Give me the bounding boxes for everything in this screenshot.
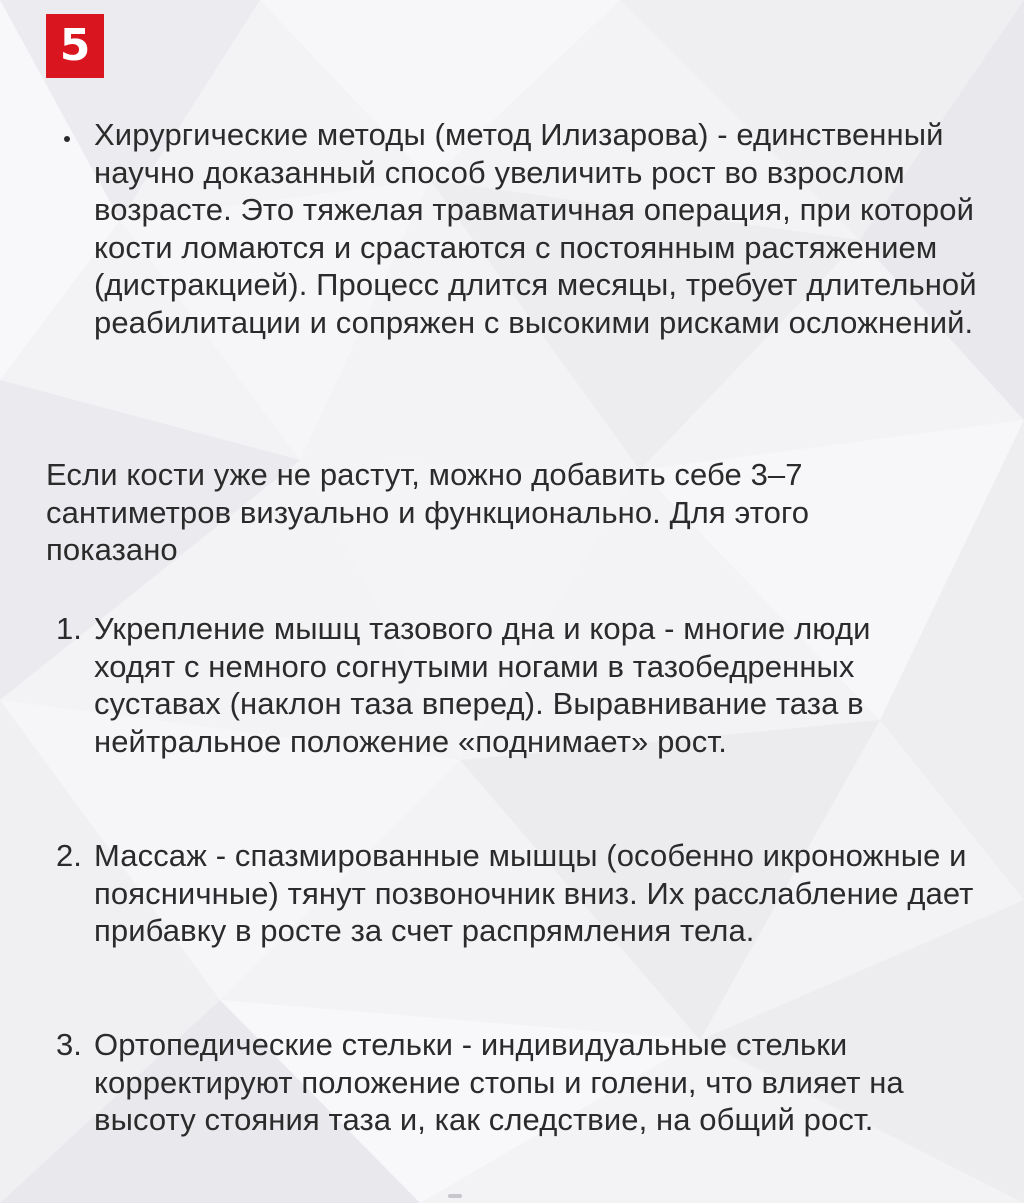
list-item-1-text: Укрепление мышц тазового дна и кора - многие люди ходят с немного согнутыми ногами в тазобедренных суставах (наклон таза вперед). Выравнивание таза в нейтральное положение «поднимает» рост. [94, 611, 871, 759]
page-edge-mark [448, 1194, 462, 1198]
surgery-bullet-text: Хирургические методы (метод Илизарова) - единственный научно доказанный способ увеличить рост во взрослом возрасте. Это тяжелая травматичная операция, при которой кости ломаются и срастаются с постоянным растяжением (дистракцией). Процесс длится месяцы, требует длительной реабилитации и сопряжен с высокими рисками осложнений. [94, 117, 977, 340]
list-item-2-text: Массаж - спазмированные мышцы (особенно икроножные и поясничные) тянут позвоночник вниз. Их расслабление дает прибавку в росте за счет распрямления тела. [94, 838, 974, 949]
list-number-2: 2. [56, 838, 82, 873]
list-number-3: 3. [56, 1027, 82, 1062]
slide-number-badge: 5 [46, 14, 104, 78]
list-item-3-text: Ортопедические стельки - индивидуальные стельки корректируют положение стопы и голени, что влияет на высоту стояния таза и, как следствие, на общий рост. [94, 1027, 904, 1138]
intro-paragraph: Если кости уже не растут, можно добавить себе 3–7 сантиметров визуально и функционально. Для этого показано [46, 457, 810, 568]
list-number-1: 1. [56, 611, 82, 646]
bullet-icon [64, 136, 70, 142]
